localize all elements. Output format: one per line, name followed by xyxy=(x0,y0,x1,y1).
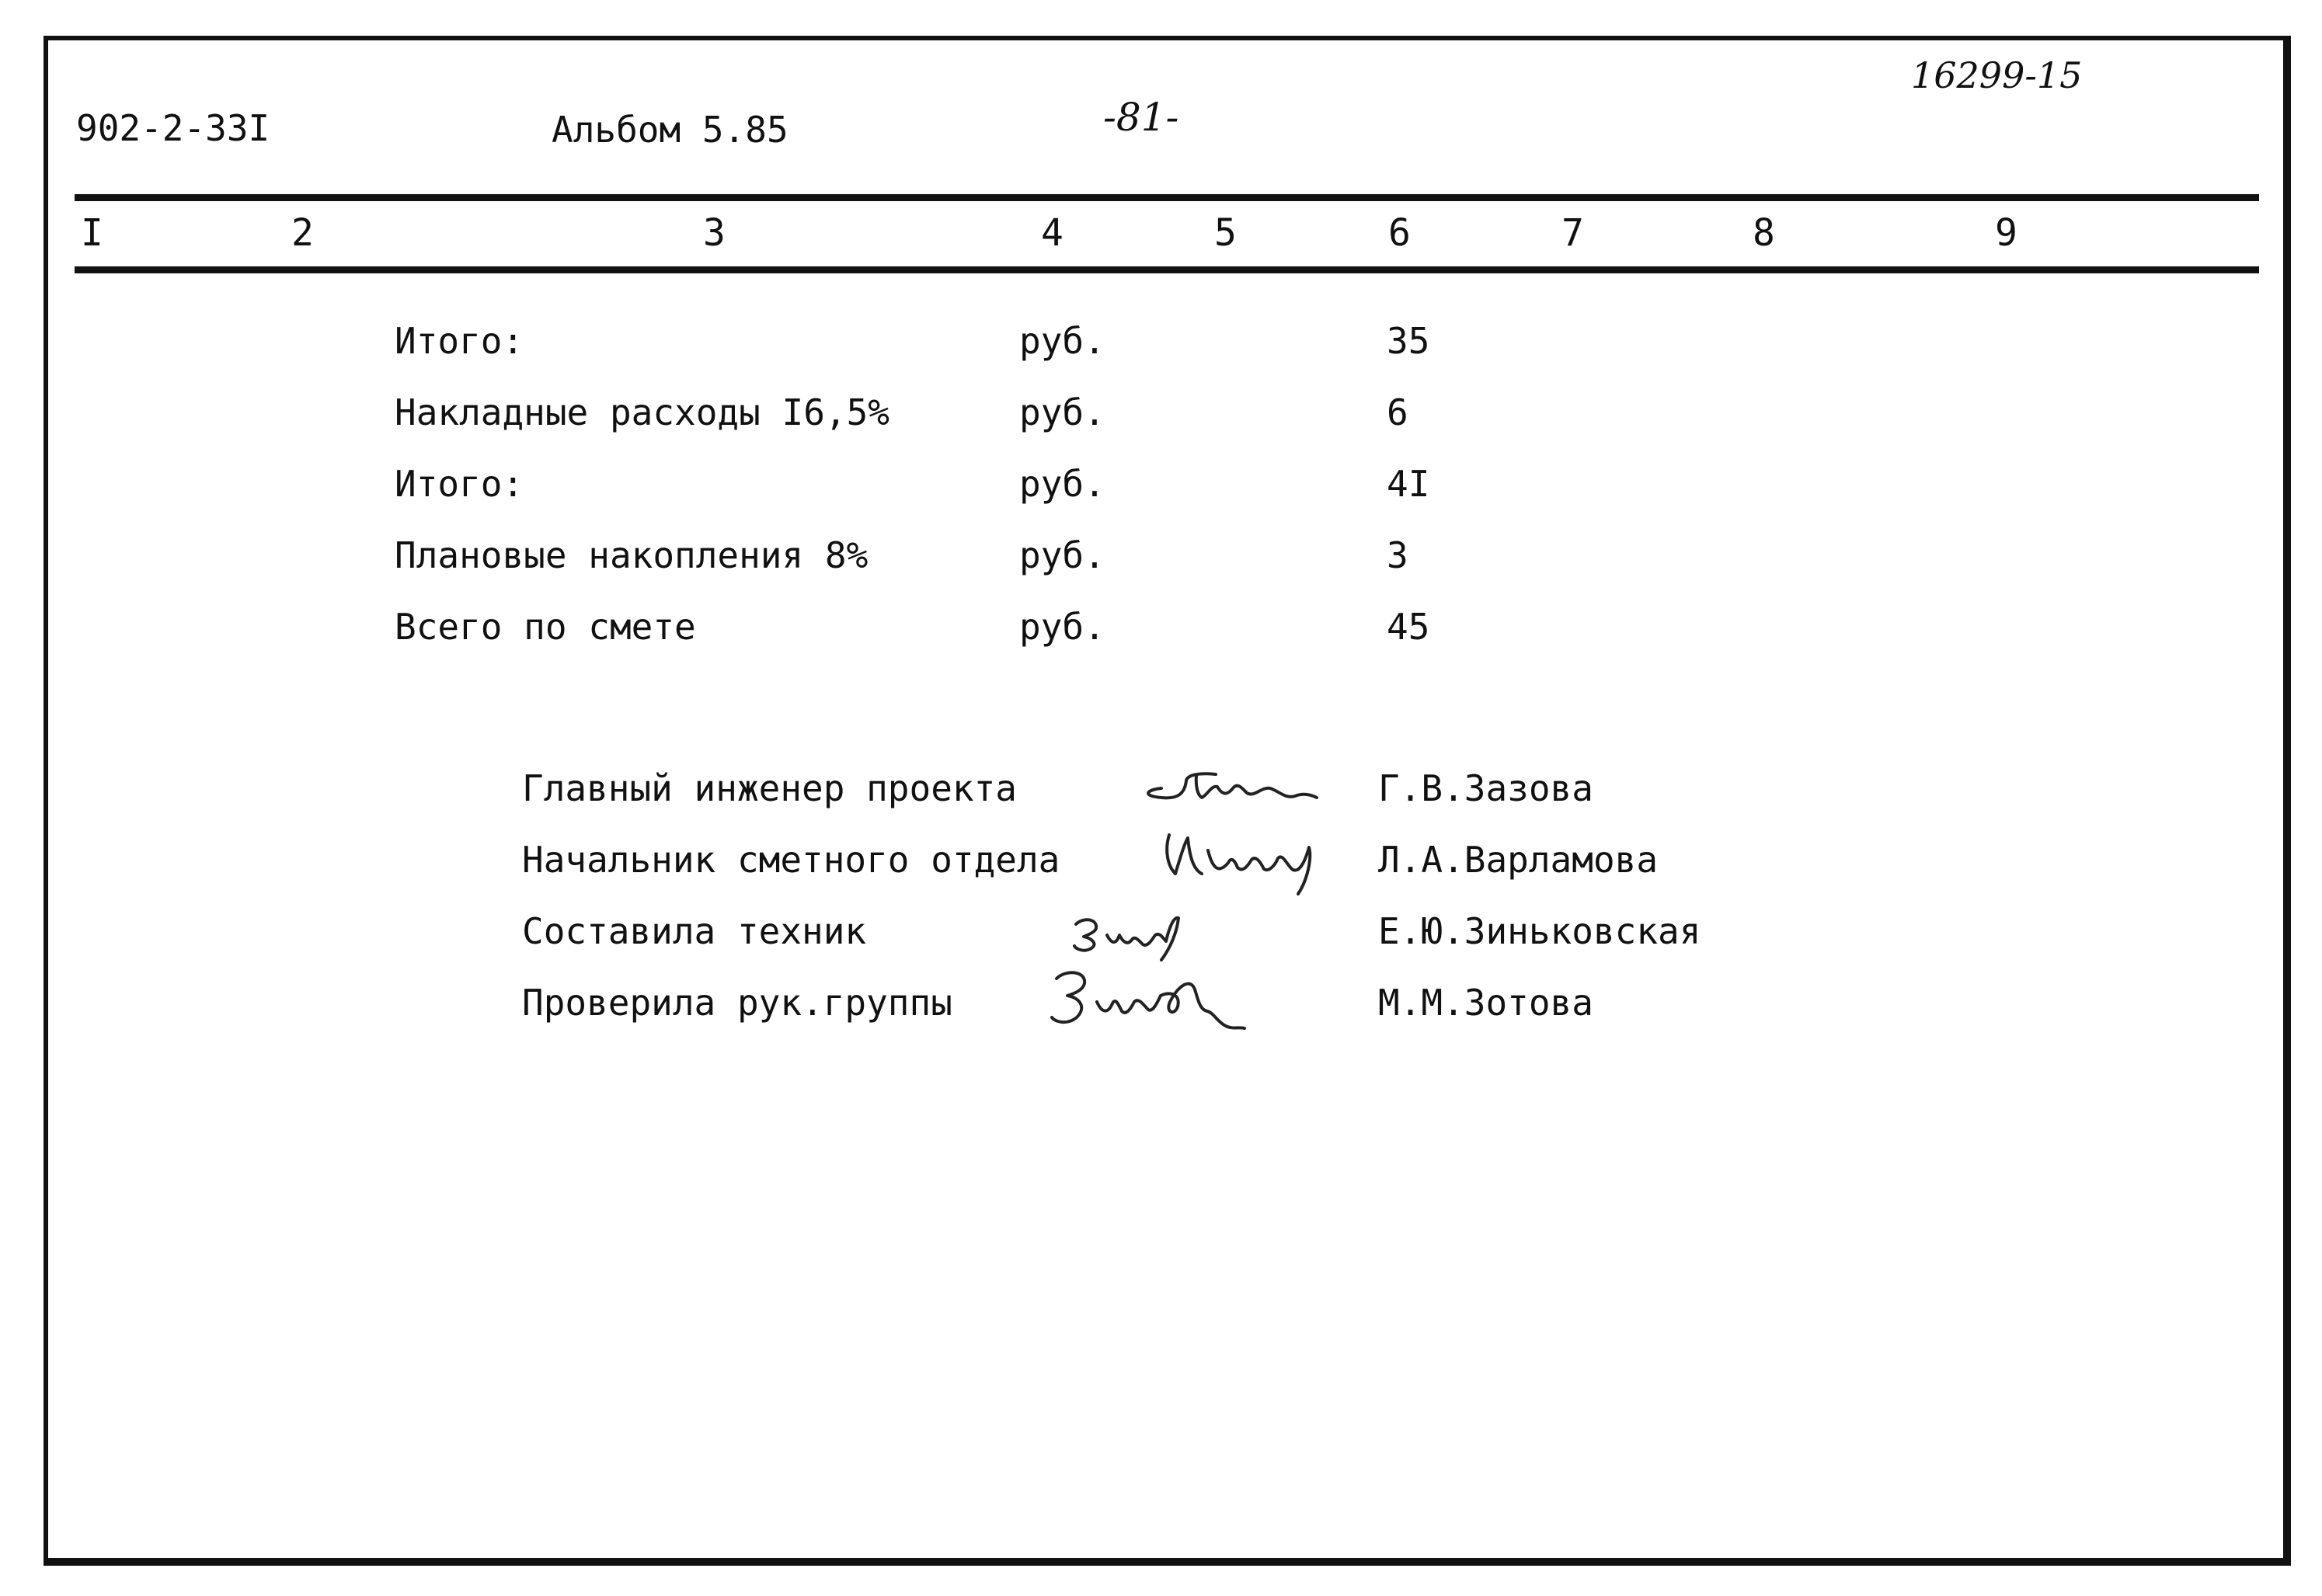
total-row-label: Итого: xyxy=(395,320,524,362)
signature-estimate-head xyxy=(1154,819,1356,905)
signer-name: М.М.Зотова xyxy=(1378,982,1593,1024)
signature-chief-engineer xyxy=(1130,757,1348,819)
signer-role: Главный инженер проекта xyxy=(522,767,1017,809)
column-number: 6 xyxy=(1388,211,1411,255)
album-label: Альбом 5.85 xyxy=(552,109,789,151)
signer-role: Составила техник xyxy=(522,910,867,952)
signer-name: Л.А.Варламова xyxy=(1378,839,1659,881)
total-row-label: Итого: xyxy=(395,463,524,505)
signer-name: Г.В.Зазова xyxy=(1378,767,1593,809)
column-number: 5 xyxy=(1214,211,1237,255)
total-row-value: 6 xyxy=(1387,391,1408,433)
signer-role: Проверила рук.группы xyxy=(522,982,952,1024)
signer-role: Начальник сметного отдела xyxy=(522,839,1060,881)
signer-name: Е.Ю.Зиньковская xyxy=(1378,910,1701,952)
total-row-value: 45 xyxy=(1387,606,1430,648)
total-row-value: 35 xyxy=(1387,320,1430,362)
document-code: 902-2-33I xyxy=(76,107,270,149)
total-row-label: Всего по смете xyxy=(395,606,696,648)
column-number: 4 xyxy=(1041,211,1064,255)
total-row-label: Накладные расходы I6,5% xyxy=(395,391,889,433)
total-row-unit: руб. xyxy=(1019,606,1105,648)
signature-technician xyxy=(1068,901,1216,963)
column-number: 9 xyxy=(1995,211,2017,255)
header-top-rule xyxy=(75,194,2259,201)
column-number: 2 xyxy=(291,211,314,255)
page-number: -81- xyxy=(1103,95,1179,140)
header-bottom-rule xyxy=(75,266,2259,273)
total-row-unit: руб. xyxy=(1019,391,1105,433)
total-row-unit: руб. xyxy=(1019,534,1105,576)
column-number: 3 xyxy=(703,211,726,255)
column-number: 7 xyxy=(1561,211,1584,255)
signature-group-lead xyxy=(1041,955,1305,1048)
total-row-value: 3 xyxy=(1387,534,1408,576)
column-number: 8 xyxy=(1753,211,1775,255)
document-number: 16299-15 xyxy=(1911,54,2083,96)
column-number: I xyxy=(81,211,103,255)
total-row-unit: руб. xyxy=(1019,463,1105,505)
total-row-value: 4I xyxy=(1387,463,1430,505)
total-row-label: Плановые накопления 8% xyxy=(395,534,869,576)
total-row-unit: руб. xyxy=(1019,320,1105,362)
